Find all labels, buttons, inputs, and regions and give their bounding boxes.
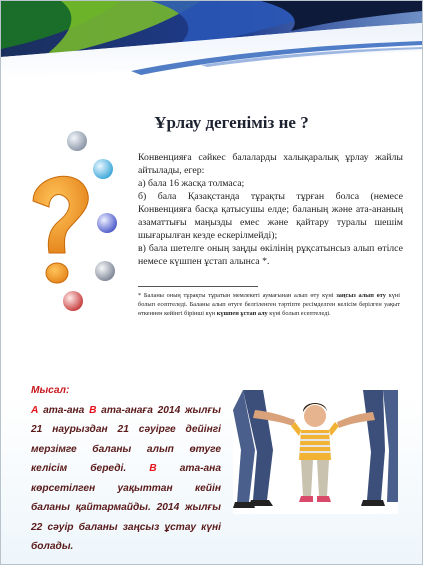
footnote-text: * Баланы оның тұрақты тұратын мемлекеті аумағынан алып өту күні (138, 292, 334, 299)
example-block (31, 381, 221, 557)
party-b: В (89, 404, 97, 416)
footnote (138, 291, 400, 318)
example-text-part: ата-анаға 2014 жылғы 21 наурыздан 21 сәуірге дейінгі мерзімге баланы алып өтуге келісім береді. (31, 404, 221, 474)
body-line: в) бала шетелге оның заңды өкілінің рұқсатынсыз алып өтілсе немесе күшпен ұстап алынса *. (138, 243, 403, 267)
body-line: б) бала Қазақстанда тұрақты тұрған болса (немесе Конвенцияға басқа қатысушы елде; баланың және ата-ананың азаматтығы маңызды емес және қайтару туралы шешім шығарылған кезде ескерілмейді); (138, 191, 403, 241)
footnote-text: күні болып есептеледі. (267, 310, 331, 317)
body-line: а) бала 16 жасқа толмаса; (138, 178, 245, 189)
example-label: Мысал: (31, 385, 70, 396)
child-photo (233, 390, 398, 514)
footnote-bold-term: күшпен ұстап алу (215, 310, 268, 317)
example-text (31, 401, 221, 557)
party-a: А (31, 404, 39, 416)
body-line: Конвенцияға сәйкес балаларды халықаралық ұрлау жайлы айтылады, егер: (138, 152, 403, 176)
example-text-part: ата-ана (38, 404, 90, 416)
footnote-bold-term: заңсыз алып өту (336, 292, 386, 299)
footnote-text: күні болып есептеледі. Баланы алып өтуге белгіленген тәртіпте ресімделген келісім берілген уақыт өткеннен кейінгі бірінші күн (138, 292, 400, 317)
example-text-part: ата-ана көрсетілген уақыттан кейін баланы қайтармайды. 2014 жылғы 22 сәуір баланы заңсыз ұстау күні болады. (31, 463, 221, 552)
footnote-divider (138, 286, 258, 287)
body-text (138, 151, 403, 268)
page-title: Ұрлау дегеніміз не ? (154, 113, 309, 132)
header-banner (1, 1, 422, 87)
decorative-spheres (41, 111, 121, 321)
party-b: В (149, 463, 157, 474)
